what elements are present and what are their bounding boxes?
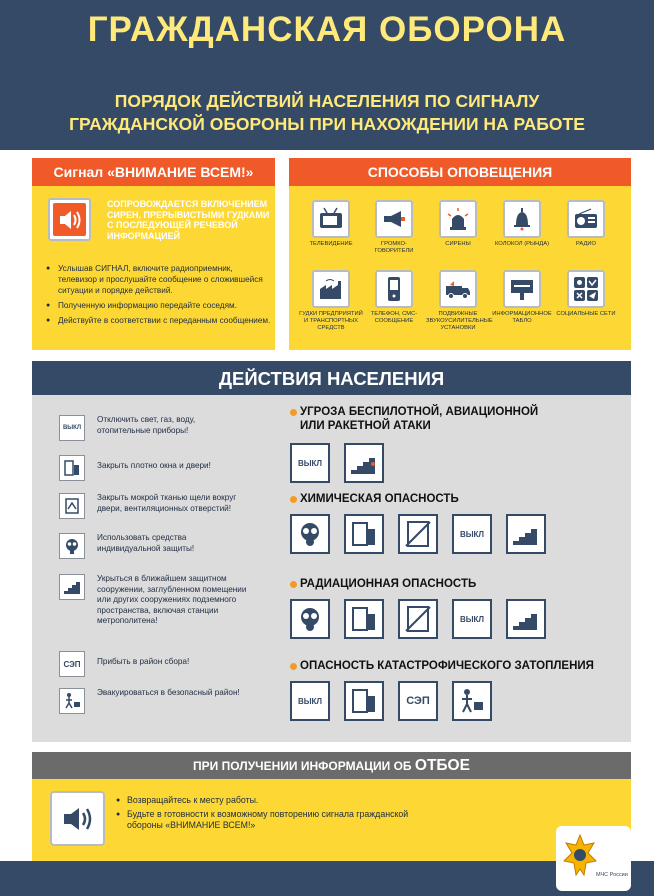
sep-icon: СЭП <box>398 681 438 721</box>
notify-item-bell: КОЛОКОЛ (РЫНДА) <box>490 200 554 248</box>
tv-icon <box>312 200 350 238</box>
sep-icon: СЭП <box>59 651 85 677</box>
shelter-icon <box>344 443 384 483</box>
threat-title: ОПАСНОСТЬ КАТАСТРОФИЧЕСКОГО ЗАТОПЛЕНИЯ <box>290 659 594 673</box>
power-off-icon: ВЫКЛ <box>452 599 492 639</box>
threat-icons <box>290 443 384 483</box>
notify-item-phone: ТЕЛЕФОН, СМС-СООБЩЕНИЕ <box>362 270 426 325</box>
evacuation-icon <box>452 681 492 721</box>
page-title: ГРАЖДАНСКАЯ ОБОРОНА <box>87 10 567 49</box>
subtitle-line-1: ПОРЯДОК ДЕЙСТВИЙ НАСЕЛЕНИЯ ПО СИГНАЛУ <box>114 91 540 111</box>
power-off-icon: ВЫКЛ <box>452 514 492 554</box>
social-networks-icon <box>567 270 605 308</box>
gas-mask-icon <box>59 533 85 559</box>
list-item: ● Действуйте в соответствии с переданным сообщением. <box>46 315 272 326</box>
list-item: ● Будьте в готовности к возможному повторению сигнала гражданской обороны «ВНИМАНИЕ ВСЕМ!» <box>116 809 426 831</box>
action-text: Прибыть в район сбора! <box>97 657 190 666</box>
speaker-icon <box>48 198 91 241</box>
all-clear-title: ПРИ ПОЛУЧЕНИИ ИНФОРМАЦИИ ОБ ОТБОЕ <box>32 752 631 779</box>
notify-item-social-networks: СОЦИАЛЬНЫЕ СЕТИ <box>554 270 618 318</box>
seal-gaps-icon <box>398 514 438 554</box>
mchs-logo: МЧС России <box>556 826 631 891</box>
loudspeaker-icon <box>375 200 413 238</box>
seal-gaps-icon <box>59 493 85 519</box>
power-off-icon: ВЫКЛ <box>290 681 330 721</box>
power-off-icon: ВЫКЛ <box>59 415 85 441</box>
threat-chemical <box>290 492 485 539</box>
actions-title: ДЕЙСТВИЯ НАСЕЛЕНИЯ <box>32 361 631 395</box>
list-item: ● Полученную информацию передайте соседям. <box>46 300 272 311</box>
close-doors-icon <box>59 455 85 481</box>
shelter-icon <box>506 514 546 554</box>
loudspeaker-truck-icon <box>439 270 477 308</box>
action-text: Закрыть плотно окна и двери! <box>97 461 211 470</box>
notify-item-loudspeaker-truck: ПОДВИЖНЫЕ ЗВУКОУСИЛИТЕЛЬНЫЕ УСТАНОВКИ <box>426 270 490 332</box>
notify-item-loudspeaker: ГРОМКО-ГОВОРИТЕЛИ <box>362 200 426 255</box>
subtitle-line-2: ГРАЖДАНСКОЙ ОБОРОНЫ ПРИ НАХОЖДЕНИИ НА РАБОТЕ <box>69 114 585 134</box>
threat-flood <box>290 659 594 707</box>
threat-radiation <box>290 577 485 624</box>
threat-air-attack <box>290 405 539 468</box>
speaker-icon <box>50 791 105 846</box>
action-text: Закрыть мокрой тканью щели вокруг двери, вентиляционных отверстий! <box>97 493 237 513</box>
threat-icons <box>290 599 546 639</box>
all-clear-instructions <box>116 795 426 835</box>
factory-horn-icon <box>312 270 350 308</box>
notify-item-factory-horn: ГУДКИ ПРЕДПРИЯТИЙ И ТРАНСПОРТНЫХ СРЕДСТВ <box>299 270 363 332</box>
bell-icon <box>503 200 541 238</box>
notification-methods-panel <box>289 158 631 350</box>
header <box>0 0 654 150</box>
radio-icon <box>567 200 605 238</box>
close-doors-icon <box>344 599 384 639</box>
close-doors-icon <box>344 514 384 554</box>
shelter-icon <box>506 599 546 639</box>
notify-item-siren: СИРЕНЫ <box>426 200 490 248</box>
threat-title: ХИМИЧЕСКАЯ ОПАСНОСТЬ <box>290 492 459 506</box>
siren-icon <box>439 200 477 238</box>
threat-icons <box>290 681 492 721</box>
phone-icon <box>375 270 413 308</box>
signal-panel-title: Сигнал «ВНИМАНИЕ ВСЕМ!» <box>32 158 275 186</box>
actions-panel <box>32 395 631 742</box>
threat-icons <box>290 514 546 554</box>
signal-description: СОПРОВОЖДАЕТСЯ ВКЛЮЧЕНИЕМ СИРЕН, ПРЕРЫВИСТЫМИ ГУДКАМИ С ПОСЛЕДУЮЩЕЙ РЕЧЕВОЙ ИНФОРМАЦИЕЙ <box>107 199 270 241</box>
all-clear-panel <box>32 779 631 861</box>
threat-title: УГРОЗА БЕСПИЛОТНОЙ, АВИАЦИОННОЙ ИЛИ РАКЕТНОЙ АТАКИ <box>290 405 538 433</box>
seal-gaps-icon <box>398 599 438 639</box>
gas-mask-icon <box>290 514 330 554</box>
notify-item-info-board: ИНФОРМАЦИОННОЕ ТАБЛО <box>490 270 554 325</box>
notify-item-tv: ТЕЛЕВИДЕНИЕ <box>299 200 363 248</box>
list-item: ● Возвращайтесь к месту работы. <box>116 795 426 806</box>
power-off-icon: ВЫКЛ <box>290 443 330 483</box>
close-doors-icon <box>344 681 384 721</box>
list-item: ● Услышав СИГНАЛ, включите радиоприемник, телевизор и прослушайте сообщение о сложившейся ситуации и порядке действий. <box>46 263 272 296</box>
action-text: Отключить свет, газ, воду, отопительные приборы! <box>97 415 196 435</box>
gas-mask-icon <box>290 599 330 639</box>
signal-instructions <box>46 263 272 330</box>
page-subtitle <box>0 90 654 136</box>
evacuation-icon <box>59 688 85 714</box>
signal-panel <box>32 158 275 350</box>
action-text: Укрыться в ближайшем защитном сооружении, заглубленном помещении или других сооружениях подземного пространства, включая станции метрополитена! <box>97 574 247 626</box>
notify-item-radio: РАДИО <box>554 200 618 248</box>
info-board-icon <box>503 270 541 308</box>
notification-methods-title: СПОСОБЫ ОПОВЕЩЕНИЯ <box>289 158 631 186</box>
threat-title: РАДИАЦИОННАЯ ОПАСНОСТЬ <box>290 577 476 591</box>
action-text: Эвакуироваться в безопасный район! <box>97 688 240 697</box>
action-text: Использовать средства индивидуальной защиты! <box>97 533 195 553</box>
shelter-icon <box>59 574 85 600</box>
